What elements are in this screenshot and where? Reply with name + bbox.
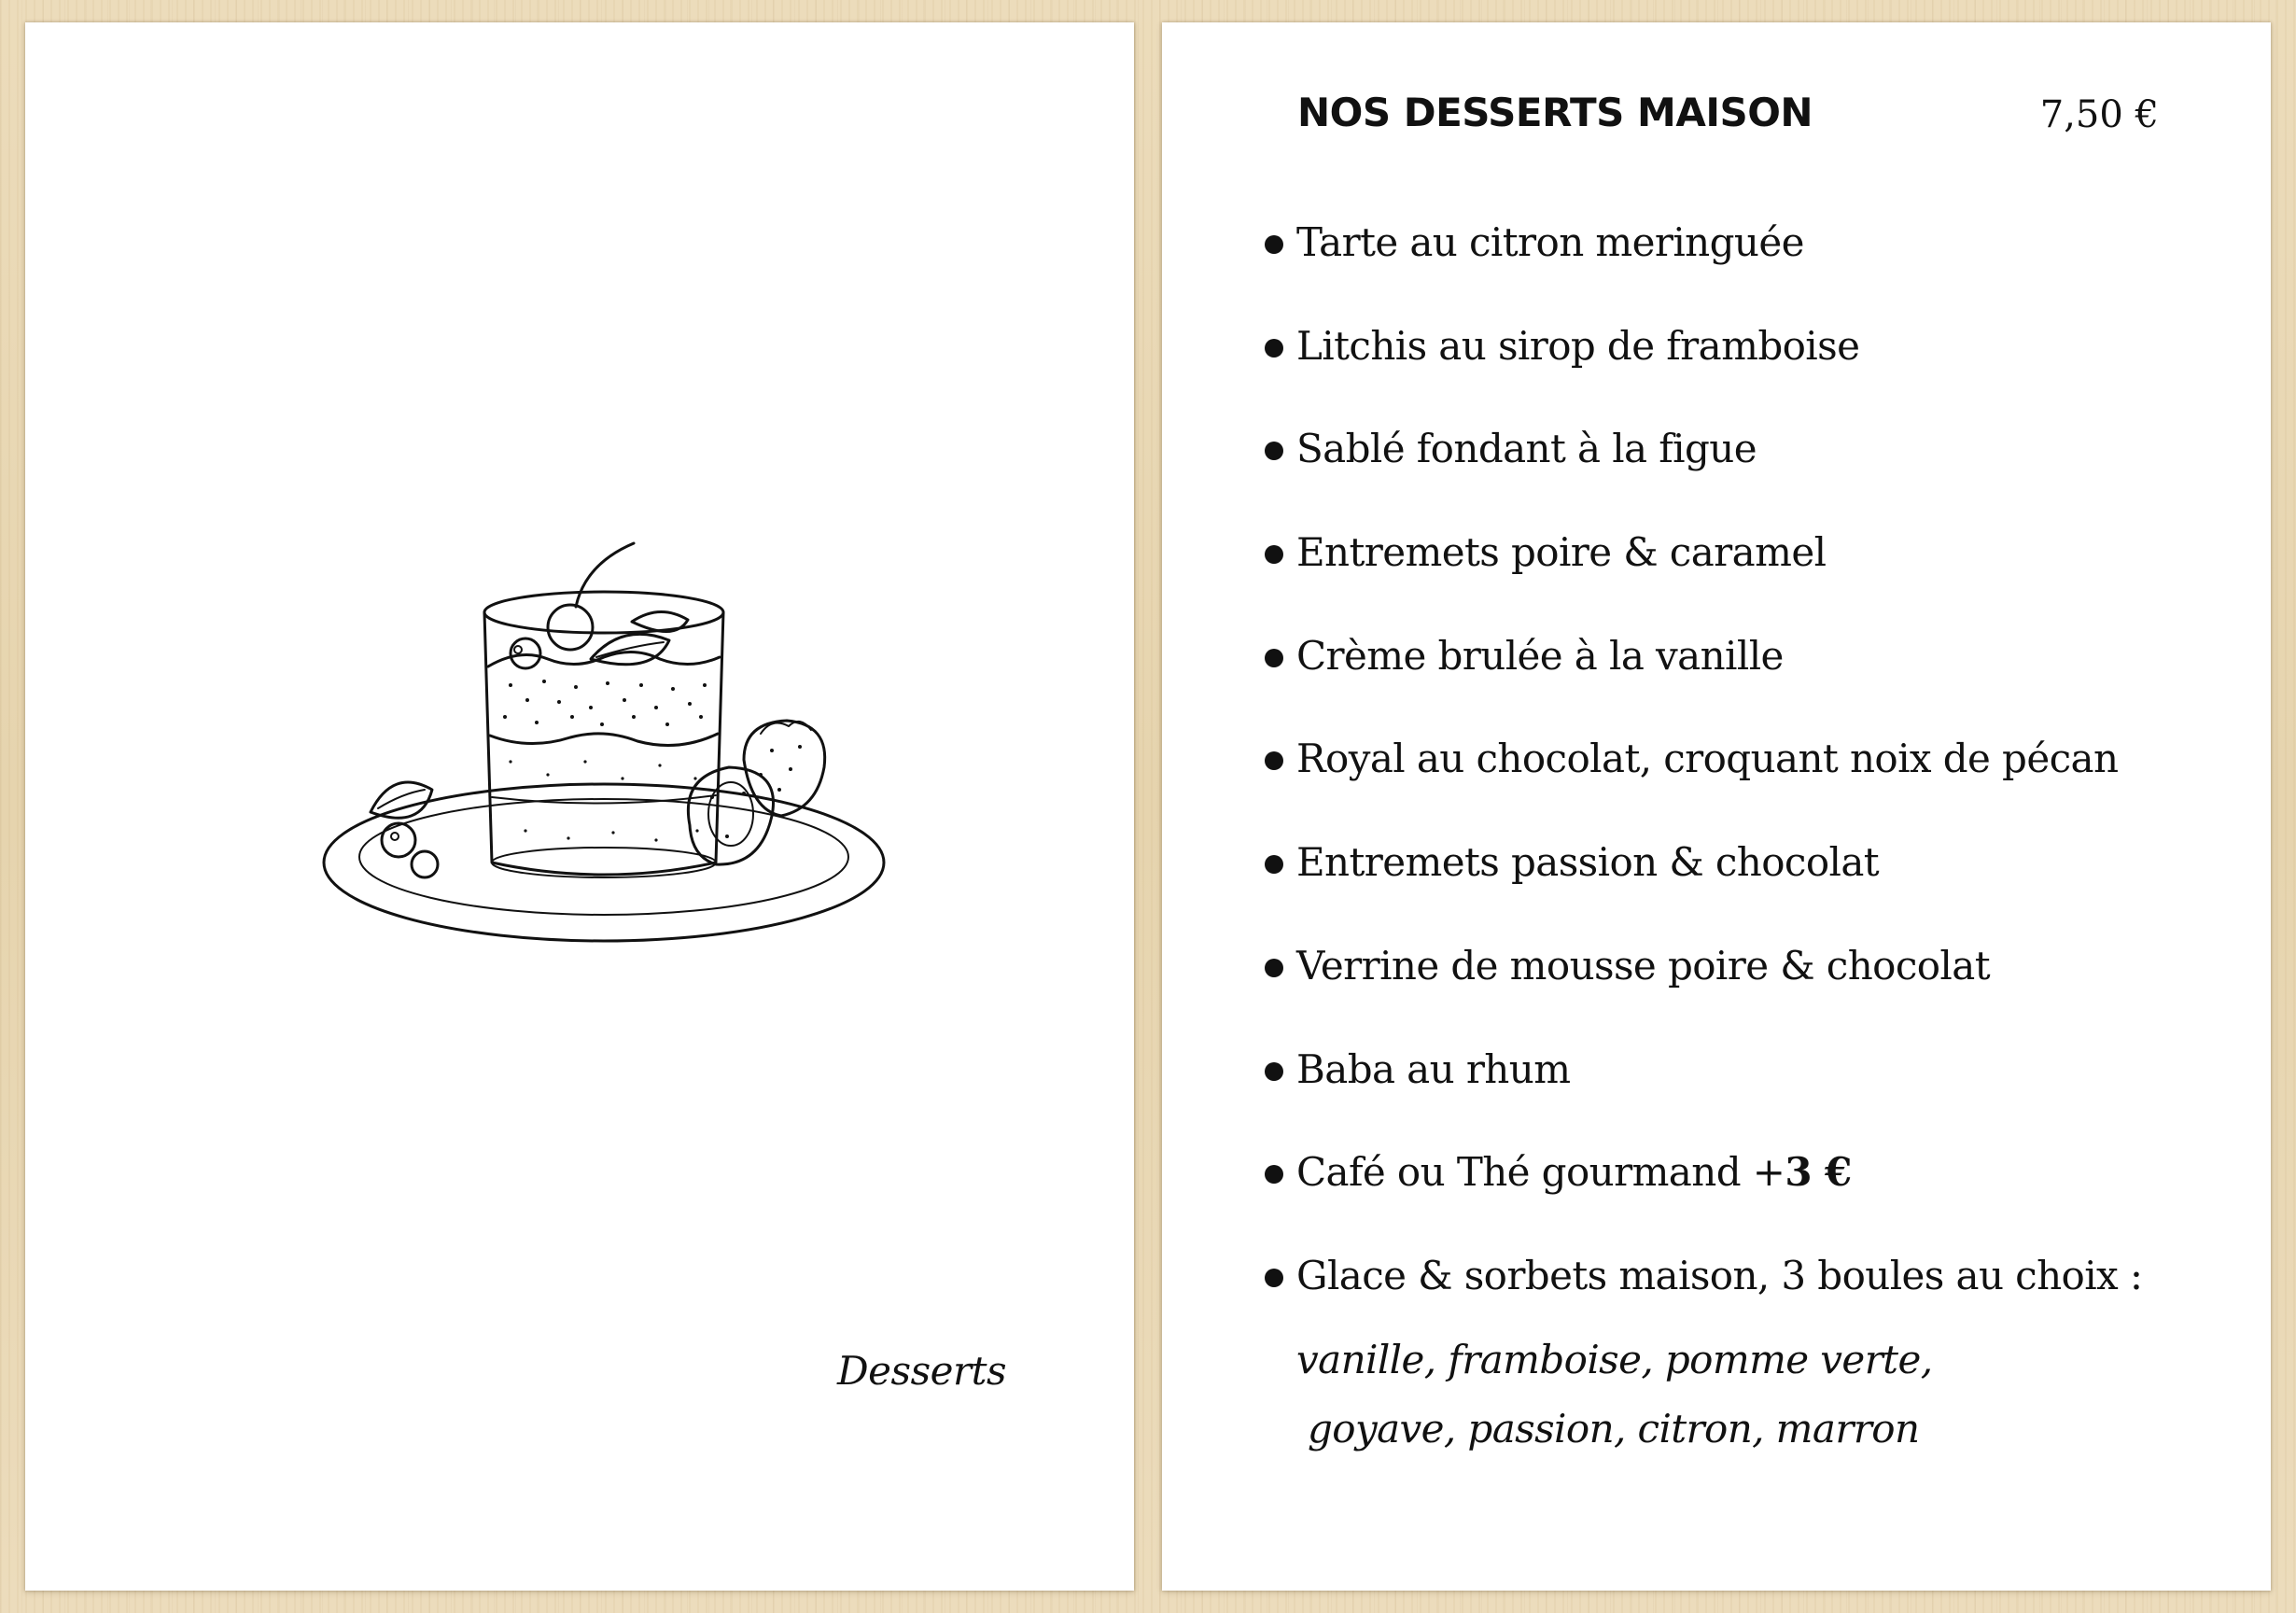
item-label: Entremets passion & chocolat bbox=[1296, 839, 1880, 886]
bullet-icon bbox=[1265, 1062, 1283, 1081]
glass-rim bbox=[484, 592, 723, 633]
cherry-stem bbox=[576, 543, 634, 607]
item-label bbox=[1296, 1146, 1852, 1199]
bullet-icon bbox=[1265, 751, 1283, 770]
plate-inner bbox=[359, 799, 848, 915]
bullet-icon bbox=[1265, 442, 1283, 460]
bullet-icon bbox=[1265, 649, 1283, 667]
bullet-icon bbox=[1265, 545, 1283, 564]
item-label: Sablé fondant à la figue bbox=[1296, 426, 1757, 472]
dessert-list bbox=[1265, 217, 2235, 1354]
bullet-icon bbox=[1265, 1269, 1283, 1287]
side-leaf bbox=[371, 782, 432, 818]
list-item bbox=[1265, 1146, 2235, 1250]
cover-page bbox=[25, 22, 1134, 1591]
list-item bbox=[1265, 836, 2235, 940]
blueberry bbox=[382, 823, 415, 857]
dessert-illustration bbox=[305, 517, 903, 965]
item-label: Verrine de mousse poire & chocolat bbox=[1296, 942, 1990, 989]
flavors-line-2: goyave, passion, citron, marron bbox=[1308, 1406, 1920, 1452]
list-item bbox=[1265, 320, 2235, 424]
extra-price: 3 € bbox=[1785, 1149, 1852, 1196]
item-label: Litchis au sirop de framboise bbox=[1296, 322, 1860, 369]
item-label: Glace & sorbets maison, 3 boules au choix : bbox=[1296, 1252, 2143, 1298]
list-item bbox=[1265, 940, 2235, 1044]
bullet-icon bbox=[1265, 855, 1283, 874]
menu-price: 7,50 € bbox=[2039, 93, 2159, 136]
list-item bbox=[1265, 733, 2235, 836]
list-item bbox=[1265, 526, 2235, 630]
list-item bbox=[1265, 217, 2235, 320]
list-item bbox=[1265, 1044, 2235, 1147]
list-item bbox=[1265, 630, 2235, 734]
item-label: Tarte au citron meringuée bbox=[1296, 219, 1804, 265]
item-label: Entremets poire & caramel bbox=[1296, 529, 1827, 576]
bullet-icon bbox=[1265, 1165, 1283, 1184]
mint-leaf bbox=[591, 634, 669, 664]
cake-layer bbox=[490, 734, 718, 746]
cherry bbox=[548, 605, 593, 650]
flavors-line-1: vanille, framboise, pomme verte, bbox=[1296, 1337, 1933, 1382]
list-item bbox=[1265, 423, 2235, 526]
bullet-icon bbox=[1265, 339, 1283, 358]
bullet-icon bbox=[1265, 235, 1283, 254]
item-label-text: Café ou Thé gourmand + bbox=[1296, 1149, 1785, 1196]
cover-caption: Desserts bbox=[837, 1348, 1007, 1394]
menu-title: NOS DESSERTS MAISON bbox=[1297, 90, 1813, 135]
item-label: Royal au chocolat, croquant noix de pécan bbox=[1296, 736, 2119, 782]
item-label: Baba au rhum bbox=[1296, 1045, 1571, 1092]
menu-page bbox=[1162, 22, 2271, 1591]
item-label: Crème brulée à la vanille bbox=[1296, 632, 1784, 679]
bullet-icon bbox=[1265, 959, 1283, 977]
